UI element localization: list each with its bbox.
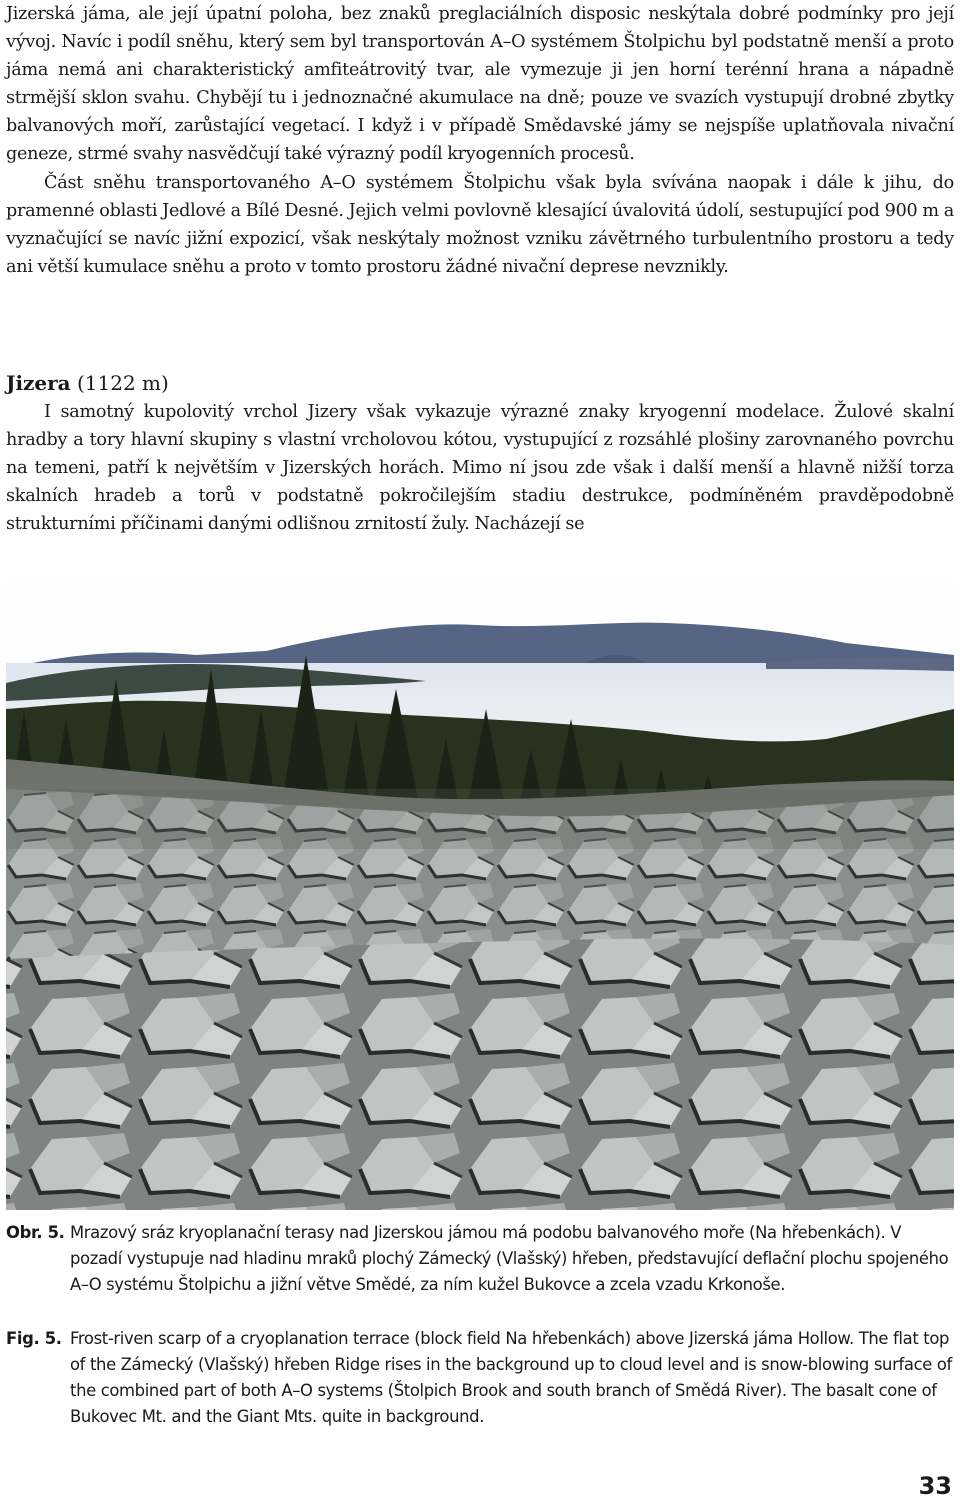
figure-photo-block-field [6, 559, 954, 1210]
figure-label-czech: Obr. 5. [6, 1223, 65, 1242]
figure-caption-english [6, 1326, 954, 1430]
page-number: 33 [918, 1472, 952, 1500]
body-text-jizera [6, 398, 954, 538]
figure-caption-czech-text: Mrazový sráz kryoplanační terasy nad Jizerskou jámou má podobu balvanového moře (Na hřebenkách). V pozadí vystupuje nad hladinu mraků plochý Zámecký (Vlašský) hřeben, představující deflační plochu spojeného A–O systému Štolpichu a jižní větve Smědé, za ním kužel Bukovce a zcela vzadu Krkonoše. [70, 1223, 949, 1294]
section-heading [6, 368, 169, 398]
paragraph-jizera: I samotný kupolovitý vrchol Jizery však vykazuje výrazné znaky kryogenní modelace. Žulové skalní hradby a tory hlavní skupiny s vlastní vrcholovou kótou, vystupující z rozsáhlé plošiny zarovnaného povrchu na temeni, patří k největším v Jizerských horách. Mimo ní jsou zde však i další menší a hlavně nižší torza skalních hradeb a torů v podstatně pokročilejším stadiu destrukce, podmíněném pravděpodobně strukturními příčinami danými odlišnou zrnitostí žuly. Nacházejí se [6, 402, 954, 535]
body-text-intro [6, 0, 954, 281]
figure-label-english: Fig. 5. [6, 1329, 62, 1348]
section-title: Jizera [6, 371, 71, 395]
paragraph-jizerska-jama: Jizerská jáma, ale její úpatní poloha, bez znaků preglaciálních disposic neskýtala dobré podmínky pro její vývoj. Navíc i podíl sněhu, který sem byl transportován A–O systémem Štolpichu byl podstatně menší a proto jáma nemá ani charakteristický amfiteátrovitý tvar, ale vymezuje ji jen horní terénní hrana a nápadně strmější sklon svahu. Chybějí tu i jednoznačné akumulace na dně; pouze ve svazích vystupují drobné zbytky balvanových moří, zarůstající vegetací. I když i v případě Smědavské jámy se nejspíše uplatňovala nivační geneze, strmé svahy nasvědčují také výrazný podíl kryogenních procesů. [6, 4, 954, 165]
photo-illustration [6, 559, 954, 1210]
block-field-near [6, 938, 954, 1210]
section-subtitle: (1122 m) [77, 371, 169, 395]
figure-caption-czech [6, 1220, 954, 1298]
figure-caption-english-text: Frost-riven scarp of a cryoplanation terrace (block field Na hřebenkách) above Jizerská jáma Hollow. The flat top of the Zámecký (Vlašský) hřeben Ridge rises in the background up to cloud level and is snow-blowing surface of the combined part of both A–O systems (Štolpich Brook and south branch of Smědá River). The basalt cone of Bukovec Mt. and the Giant Mts. quite in background. [70, 1329, 952, 1426]
paragraph-snow-transport: Část sněhu transportovaného A–O systémem Štolpichu však byla svívána naopak i dále k jihu, do pramenné oblasti Jedlové a Bílé Desné. Jejich velmi povlovně klesající úvalovitá údolí, sestupující pod 900 m a vyznačující se navíc jižní expozicí, však neskýtaly možnost vzniku závětrného turbulentního prostoru a tedy ani větší kumulace sněhu a proto v tomto prostoru žádné nivační deprese nevznikly. [6, 172, 954, 277]
